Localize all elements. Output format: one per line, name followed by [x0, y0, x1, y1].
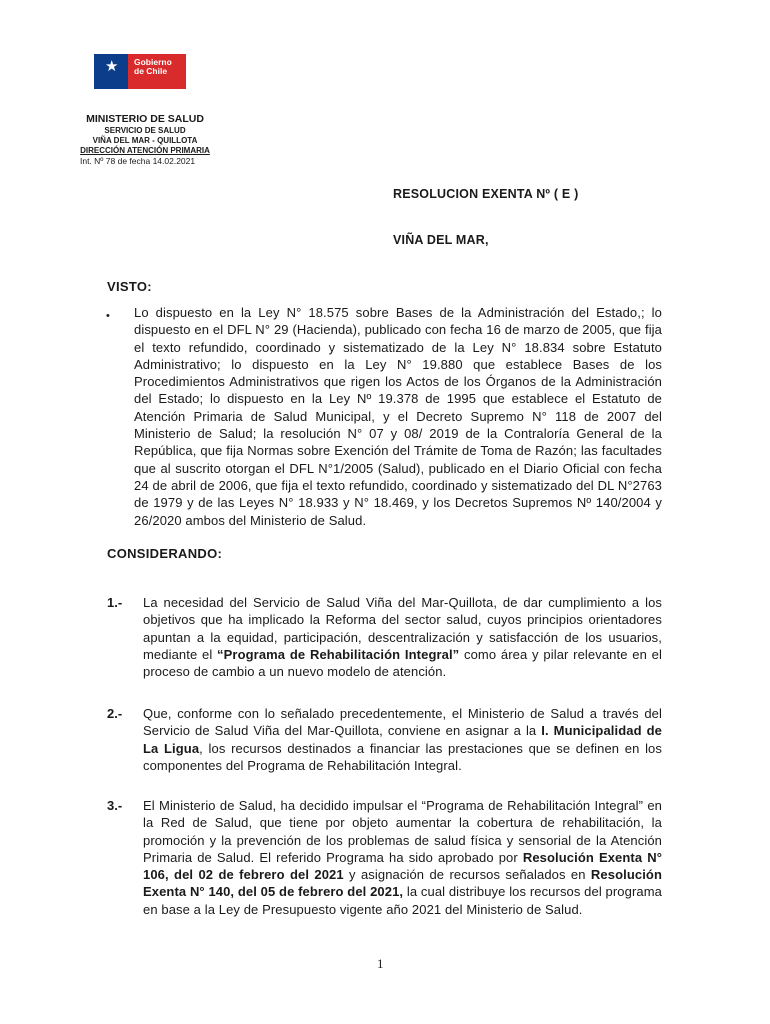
considerando-item-2: Que, conforme con lo señalado precedentemente, el Ministerio de Salud a través del Servicio de Salud Viña del Mar-Quillota, conviene en asignar a la I. Municipalidad de La Ligua, los recursos destinados a financiar las prestaciones que se definen en los componentes del Programa de Rehabilitación Integral. [143, 706, 662, 773]
logo-text-line2: de Chile [134, 66, 168, 76]
direction-name: DIRECCIÓN ATENCIÓN PRIMARIA [80, 146, 210, 155]
visto-bullet: • [106, 310, 110, 322]
item-number-1: 1.- [107, 595, 123, 610]
item-number-2: 2.- [107, 706, 123, 721]
logo-bar-red [128, 84, 186, 89]
logo-bar-blue [94, 84, 128, 89]
resolution-title: RESOLUCION EXENTA Nº ( E ) [393, 187, 579, 201]
service-name: SERVICIO DE SALUD [104, 126, 186, 135]
considerando-item-1: La necesidad del Servicio de Salud Viña del Mar-Quillota, de dar cumplimiento a los objetivos que ha implicado la Reforma del sector salud, cuyos principios orientadores apuntan a la equidad, participación, descentralización y satisfacción de los usuarios, mediante el “Programa de Rehabilitación Integral” como área y pilar relevante en el proceso de cambio a un nuevo modelo de atención. [143, 595, 662, 680]
logo-text-line1: Gobierno [134, 57, 172, 67]
city-line: VIÑA DEL MAR, [393, 233, 489, 247]
gobierno-de-chile-logo [94, 54, 186, 108]
logo-blue-field [94, 54, 128, 84]
visto-paragraph: Lo dispuesto en la Ley N° 18.575 sobre Bases de la Administración del Estado,; lo dispuesto en el DFL N° 29 (Hacienda), publicado con fecha 16 de marzo de 2005, que fija el texto refundido, coordinado y sistematizado de la Ley N° 18.834 sobre Estatuto Administrativo; lo dispuesto en la Ley N° 19.880 que establece Bases de los Procedimientos Administrativos que rigen los Actos de los Órganos de la Administración del Estado; lo dispuesto en la Ley Nº 19.378 de 1995 que establece el Estatuto de Atención Primaria de Salud Municipal, y el Decreto Supremo N° 118 de 2007 del Ministerio de Salud; la resolución N° 07 y 08/ 2019 de la Contraloría General de la República, que fija Normas sobre Exención del Trámite de Toma de Razón; las facultades que al suscrito otorgan el DFL N°1/2005 (Salud), publicado en el Diario Oficial con fecha 24 de abril de 2006, que fija el texto refundido, coordinado y sistematizado del DL N°2763 de 1979 y de las Leyes N° 18.933 y N° 18.469, y los Decretos Supremos Nº 140/2004 y 26/2020 ambos del Ministerio de Salud. [134, 305, 662, 528]
internal-reference: Int. Nº 78 de fecha 14.02.2021 [80, 156, 196, 166]
logo-text [134, 58, 172, 76]
visto-heading: VISTO: [107, 279, 152, 294]
ministry-name: MINISTERIO DE SALUD [86, 113, 204, 125]
considerando-item-3: El Ministerio de Salud, ha decidido impulsar el “Programa de Rehabilitación Integral” en la Red de Salud, que tiene por objeto aumentar la cobertura de rehabilitación, la promoción y la prevención de los problemas de salud física y sensorial de la Atención Primaria de Salud. El referido Programa ha sido aprobado por Resolución Exenta N° 106, del 02 de febrero del 2021 y asignación de recursos señalados en Resolución Exenta N° 140, del 05 de febrero del 2021, la cual distribuye los recursos del programa en base a la Ley de Presupuesto vigente año 2021 del Ministerio de Salud. [143, 798, 662, 917]
service-region: VIÑA DEL MAR - QUILLOTA [92, 136, 198, 145]
item-number-3: 3.- [107, 798, 123, 813]
considerando-heading: CONSIDERANDO: [107, 546, 223, 561]
page-number: 1 [377, 956, 384, 971]
star-icon: ★ [105, 58, 119, 75]
